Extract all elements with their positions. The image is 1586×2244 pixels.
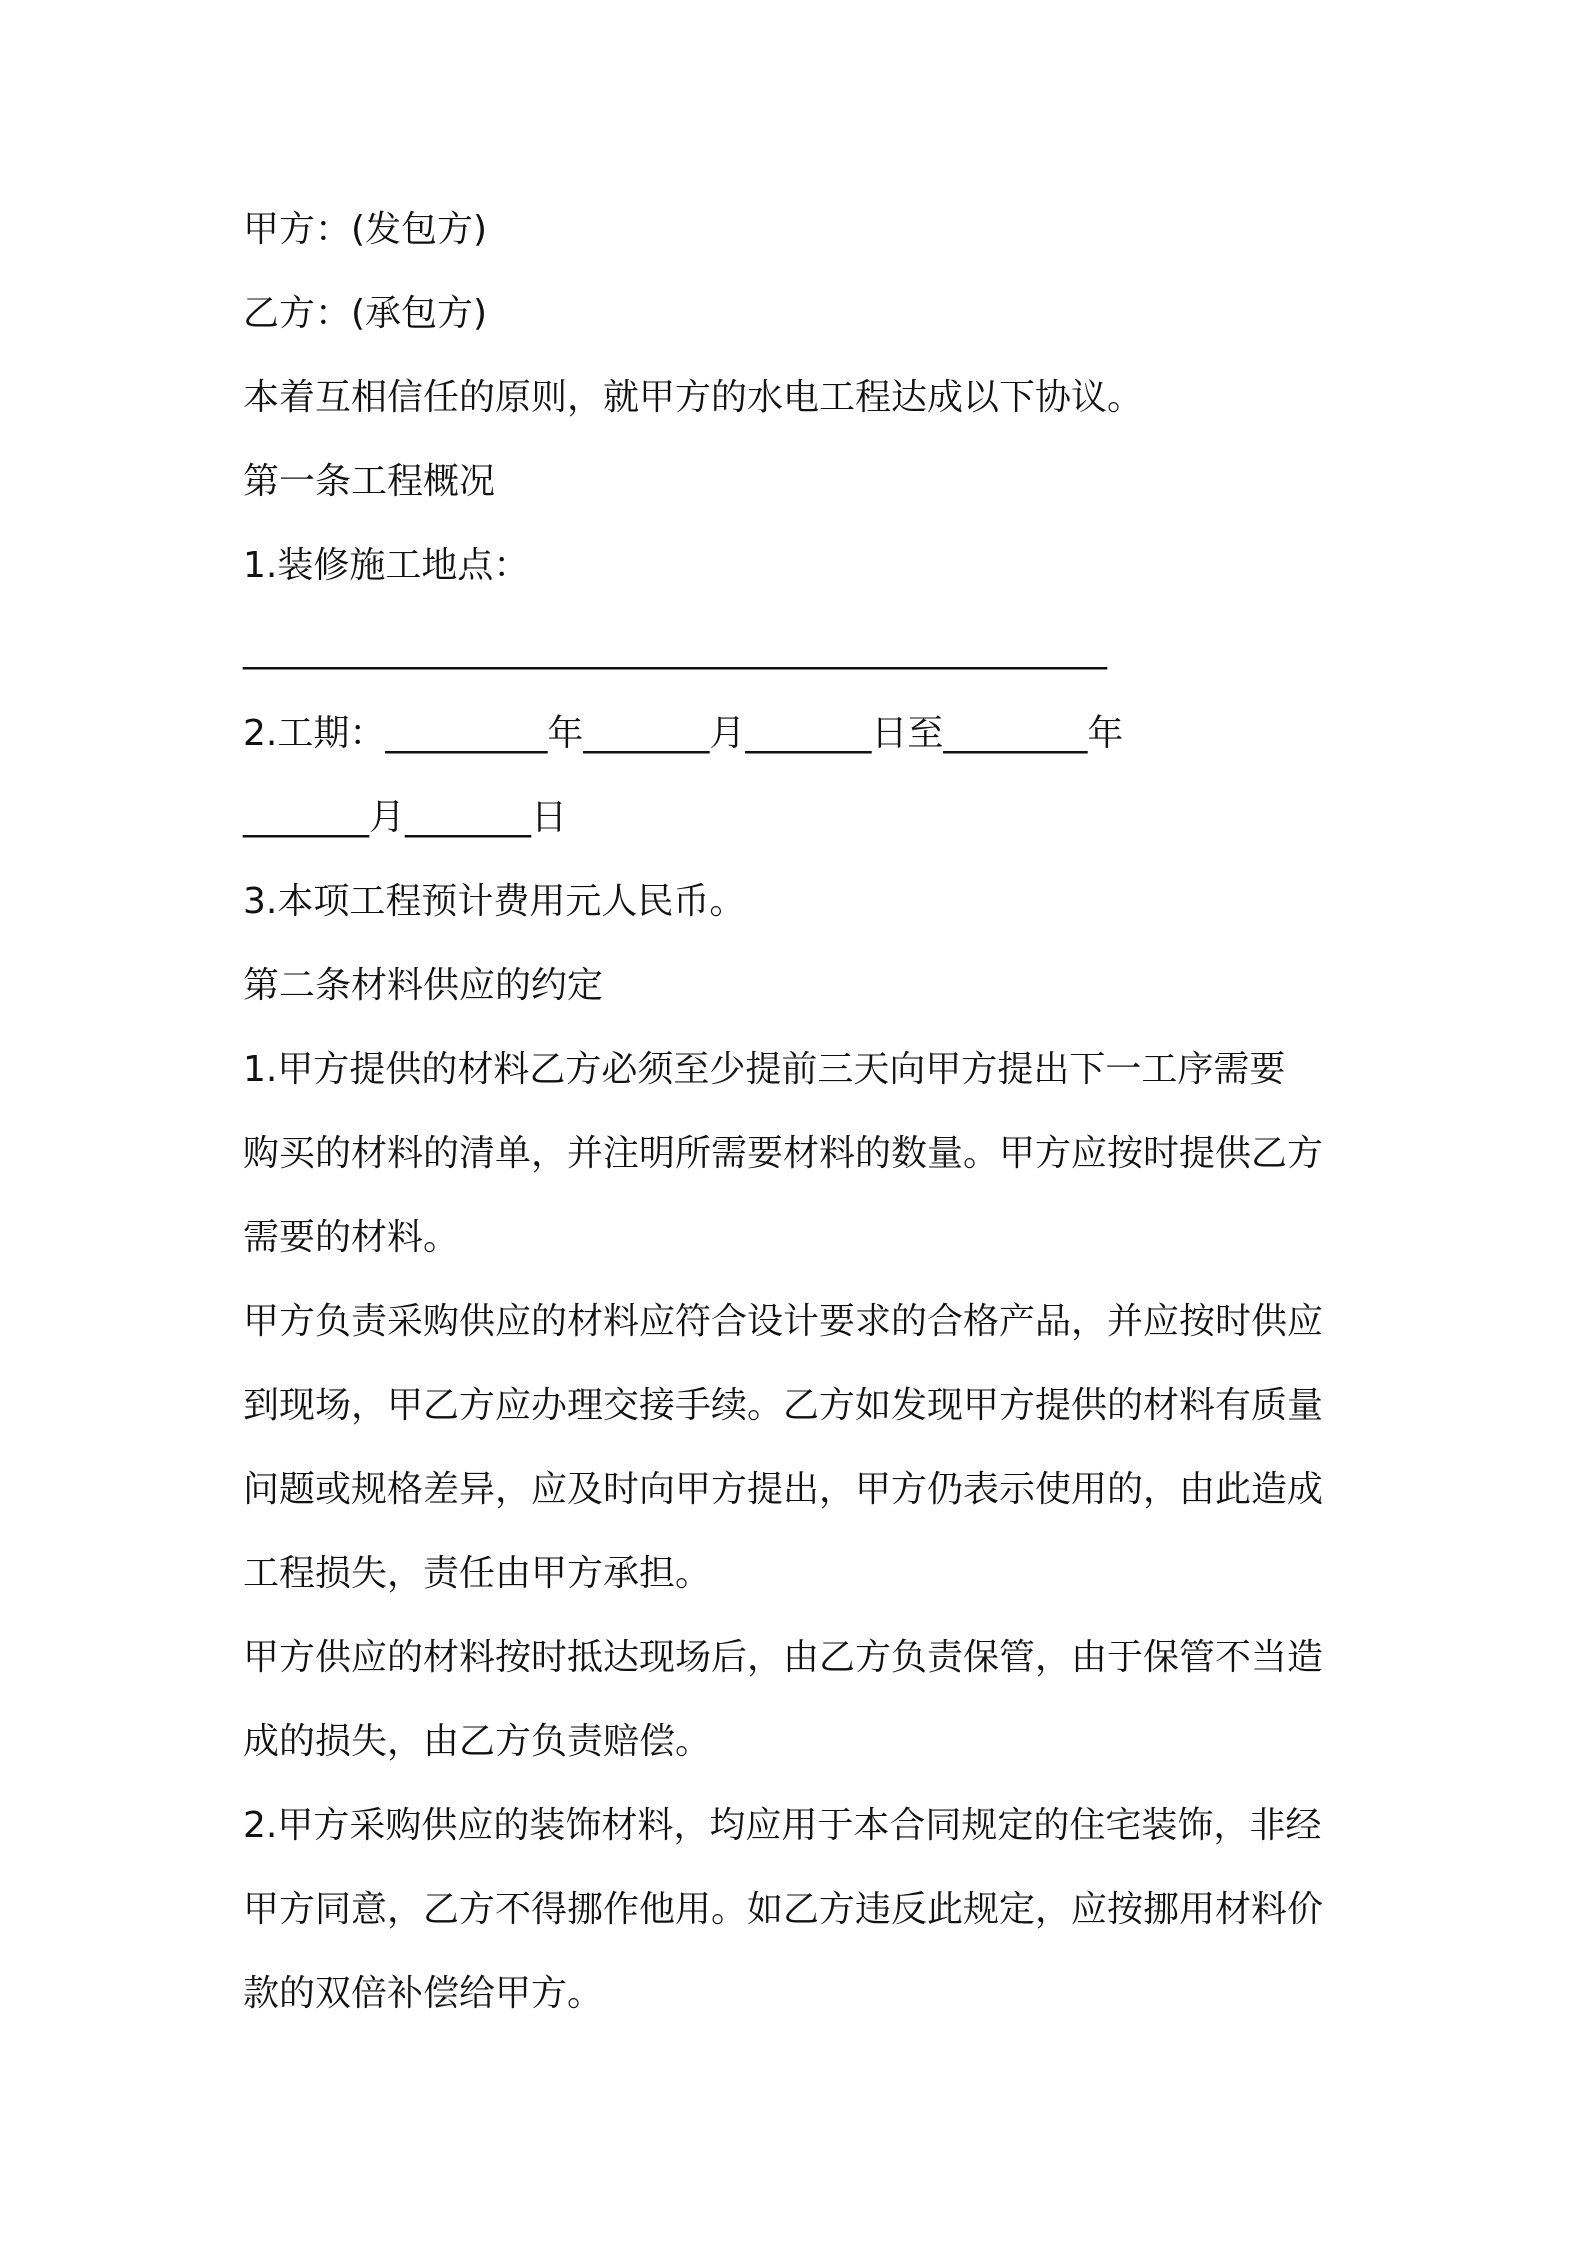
paragraph-line: 购买的材料的清单，并注明所需要材料的数量。甲方应按时提供乙方 xyxy=(243,1133,1324,1174)
paragraph-line: 需要的材料。 xyxy=(243,1217,460,1258)
paragraph-line: 1.甲方提供的材料乙方必须至少提前三天向甲方提出下一工序需要 xyxy=(243,1049,1286,1090)
site-location-line: 1.装修施工地点： xyxy=(243,545,530,586)
paragraph-line: 甲方负责采购供应的材料应符合设计要求的合格产品，并应按时供应 xyxy=(243,1301,1324,1342)
site-location-blank: ________________________________________________ xyxy=(243,629,1107,670)
cost-line: 3.本项工程预计费用元人民币。 xyxy=(243,881,746,922)
paragraph-line: 甲方供应的材料按时抵达现场后，由乙方负责保管，由于保管不当造 xyxy=(243,1637,1324,1678)
article-1-heading: 第一条工程概况 xyxy=(243,461,496,502)
paragraph-line: 到现场，甲乙方应办理交接手续。乙方如发现甲方提供的材料有质量 xyxy=(243,1385,1324,1426)
paragraph-line: 工程损失，责任由甲方承担。 xyxy=(243,1553,712,1594)
party-b-line: 乙方：(承包方) xyxy=(243,293,488,334)
paragraph-line: 甲方同意，乙方不得挪作他用。如乙方违反此规定，应按挪用材料价 xyxy=(243,1889,1324,1930)
article-2-heading: 第二条材料供应的约定 xyxy=(243,965,604,1006)
paragraph-line: 问题或规格差异，应及时向甲方提出，甲方仍表示使用的，由此造成 xyxy=(243,1469,1324,1510)
party-a-line: 甲方：(发包方) xyxy=(243,209,488,250)
duration-line-continued: _______月_______日 xyxy=(243,797,567,838)
paragraph-line: 成的损失，由乙方负责赔偿。 xyxy=(243,1721,712,1762)
preamble-line: 本着互相信任的原则，就甲方的水电工程达成以下协议。 xyxy=(243,377,1144,418)
paragraph-line: 款的双倍补偿给甲方。 xyxy=(243,1973,604,2014)
paragraph-line: 2.甲方采购供应的装饰材料，均应用于本合同规定的住宅装饰，非经 xyxy=(243,1805,1322,1846)
duration-line: 2.工期：_________年_______月_______日至________年 xyxy=(243,713,1124,754)
